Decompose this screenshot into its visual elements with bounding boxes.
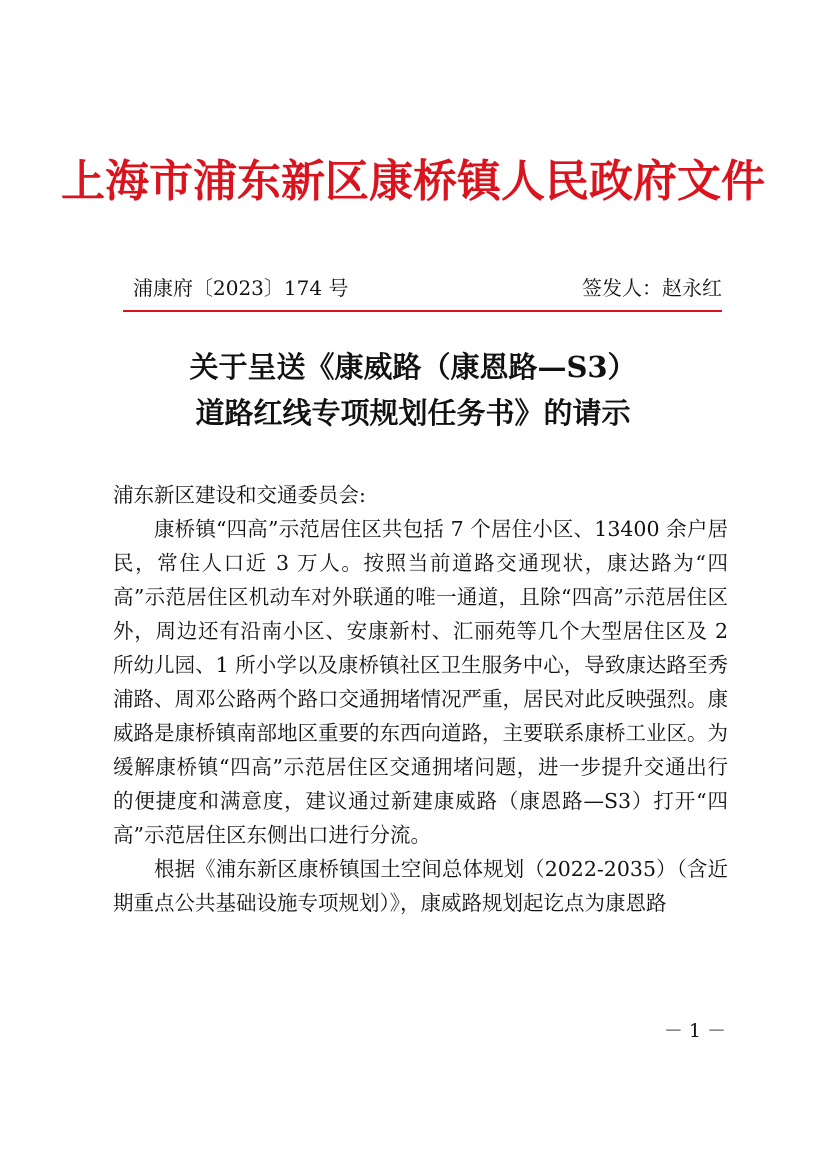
red-divider-rule bbox=[123, 310, 722, 312]
document-header-title: 上海市浦东新区康桥镇人民政府文件 bbox=[61, 156, 765, 207]
document-number: 浦康府〔2023〕174 号 bbox=[133, 276, 349, 300]
page-number: － 1 － bbox=[663, 1020, 726, 1042]
document-body bbox=[113, 478, 728, 920]
body-paragraph-2: 根据《浦东新区康桥镇国土空间总体规划（2022-2035）（含近期重点公共基础设施专项规划）》，康威路规划起讫点为康恩路 bbox=[113, 857, 728, 915]
addressee: 浦东新区建设和交通委员会: bbox=[113, 483, 366, 507]
document-subject bbox=[0, 344, 826, 436]
subject-line-2: 道路红线专项规划任务书》的请示 bbox=[195, 396, 631, 430]
subject-line-1: 关于呈送《康威路（康恩路—S3） bbox=[189, 350, 637, 384]
signer: 签发人：赵永红 bbox=[582, 276, 722, 300]
body-paragraph-1: 康桥镇“四高”示范居住区共包括 7 个居住小区、13400 余户居民，常住人口近 3 万人。按照当前道路交通现状，康达路为“四高”示范居住区机动车对外联通的唯一通道，且除“四高”示范居住区外，周边还有沿南小区、安康新村、汇丽苑等几个大型居住区及 2 所幼儿园、1 所小学以及康桥镇社区卫生服务中心，导致康达路至秀浦路、周邓公路两个路口交通拥堵情况严重，居民对此反映强烈。康威路是康桥镇南部地区重要的东西向道路，主要联系康桥工业区。为缓解康桥镇“四高”示范居住区交通拥堵问题，进一步提升交通出行的便捷度和满意度，建议通过新建康威路（康恩路—S3）打开“四高”示范居住区东侧出口进行分流。 bbox=[113, 517, 728, 847]
